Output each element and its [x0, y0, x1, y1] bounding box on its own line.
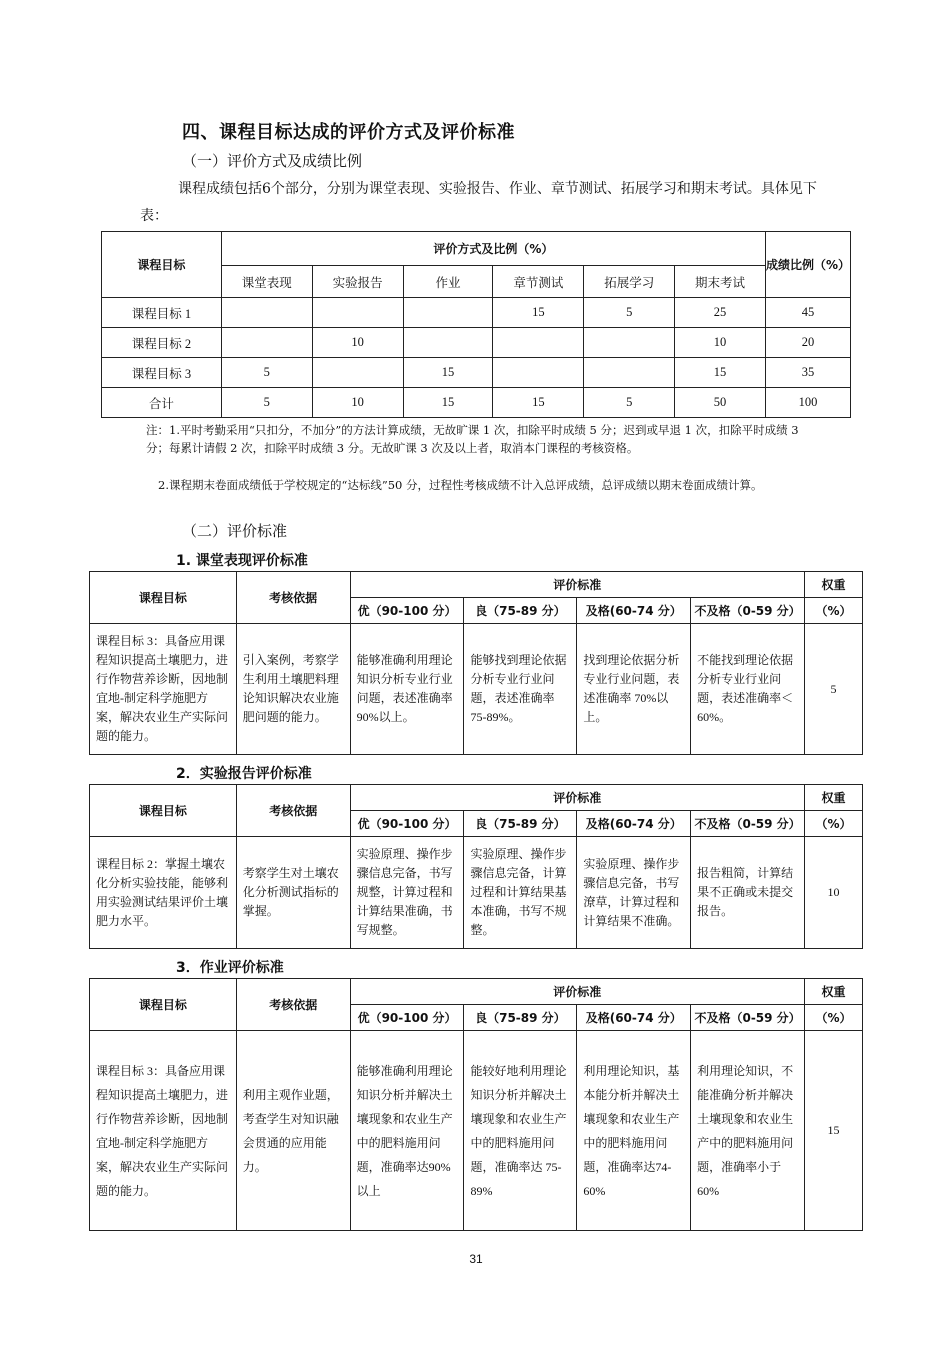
- cell: 25: [675, 298, 766, 328]
- basis-cell: 考察学生对土壤农化分析测试指标的掌握。: [236, 837, 350, 949]
- note-2: 2.课程期末卷面成绩低于学校规定的“达标线”50 分，过程性考核成绩不计入总评成绩，总评成绩以期末卷面成绩计算。: [158, 478, 763, 492]
- cell: [403, 328, 493, 358]
- grade-cell: 不能找到理论依据分析专业行业问题，表述准确率＜60%。: [691, 624, 805, 755]
- table-row: [102, 388, 851, 418]
- row-total: 20: [765, 328, 850, 358]
- cell: 10: [675, 328, 766, 358]
- grade-header: 不及格（0-59 分）: [691, 1005, 805, 1031]
- table-row: [102, 328, 851, 358]
- cell: [221, 328, 312, 358]
- goal-cell: 课程目标 3：具备应用课程知识提高土壤肥力，进行作物营养诊断，因地制宜地-制定科学施肥方案，解决农业生产实际问题的能力。: [90, 1031, 237, 1231]
- basis-cell: 利用主观作业题，考查学生对知识融会贯通的应用能力。: [236, 1031, 350, 1231]
- cell: [493, 358, 584, 388]
- subsection-title-2: （二）评价标准: [182, 522, 288, 540]
- header-weight-unit: （%）: [805, 1005, 863, 1031]
- subsection-title-1: （一）评价方式及成绩比例: [182, 152, 363, 170]
- cell: 5: [584, 298, 675, 328]
- col-header: 作业: [403, 266, 493, 298]
- grade-cell: 实验原理、操作步骤信息完备，书写潦草，计算过程和计算结果不准确。: [577, 837, 691, 949]
- cell: 15: [403, 358, 493, 388]
- cell: [221, 298, 312, 328]
- header-basis: 考核依据: [236, 572, 350, 624]
- cell: 15: [493, 298, 584, 328]
- table-title: 3．作业评价标准: [176, 960, 284, 976]
- criteria-table: [89, 571, 863, 755]
- cell: [584, 358, 675, 388]
- col-header: 期末考试: [675, 266, 766, 298]
- grade-header: 优（90-100 分）: [350, 1005, 464, 1031]
- table-row: [90, 837, 863, 949]
- row-label: 课程目标 1: [102, 298, 222, 328]
- grade-cell: 能够找到理论依据分析专业行业问题，表述准确率 75-89%。: [464, 624, 577, 755]
- col-header: 章节测试: [493, 266, 584, 298]
- header-basis: 考核依据: [236, 785, 350, 837]
- row-total: 45: [765, 298, 850, 328]
- table-title: 2．实验报告评价标准: [176, 766, 312, 782]
- grade-cell: 报告粗简，计算结果不正确或未提交报告。: [691, 837, 805, 949]
- cell: 10: [312, 388, 403, 418]
- header-goal: 课程目标: [90, 572, 237, 624]
- weight-cell: 15: [805, 1031, 863, 1231]
- header-weight: 权重: [805, 979, 863, 1005]
- cell: 10: [312, 328, 403, 358]
- header-weight: 权重: [805, 572, 863, 598]
- cell: 15: [403, 388, 493, 418]
- grade-cell: 能够准确利用理论知识分析并解决土壤现象和农业生产中的肥料施用问题，准确率达90%以上: [350, 1031, 464, 1231]
- header-weight-unit: （%）: [805, 811, 863, 837]
- header-goal: 课程目标: [90, 979, 237, 1031]
- cell: [584, 328, 675, 358]
- cell: 5: [221, 388, 312, 418]
- grade-header: 良（75-89 分）: [464, 1005, 577, 1031]
- cell: [403, 298, 493, 328]
- grade-header: 良（75-89 分）: [464, 811, 577, 837]
- goal-cell: 课程目标 2：掌握土壤农化分析实验技能，能够利用实验测试结果评价土壤肥力水平。: [90, 837, 237, 949]
- grade-cell: 实验原理、操作步骤信息完备，计算过程和计算结果基本准确，书写不规整。: [464, 837, 577, 949]
- weight-cell: 10: [805, 837, 863, 949]
- cell: 15: [675, 358, 766, 388]
- table-row: [102, 358, 851, 388]
- table-row: [102, 298, 851, 328]
- col-header: 课堂表现: [221, 266, 312, 298]
- criteria-table: [89, 784, 863, 949]
- grade-header: 及格(60-74 分）: [577, 811, 691, 837]
- header-goal: 课程目标: [90, 785, 237, 837]
- grade-header: 优（90-100 分）: [350, 598, 464, 624]
- grade-cell: 能较好地利用理论知识分析并解决土壤现象和农业生产中的肥料施用问题，准确率达 75-89%: [464, 1031, 577, 1231]
- cell: [312, 358, 403, 388]
- score-ratio-table: [101, 231, 851, 418]
- cell: 50: [675, 388, 766, 418]
- row-label: 课程目标 2: [102, 328, 222, 358]
- grade-header: 不及格（0-59 分）: [691, 811, 805, 837]
- row-label: 课程目标 3: [102, 358, 222, 388]
- page-number: 31: [469, 1252, 483, 1266]
- goal-cell: 课程目标 3：具备应用课程知识提高土壤肥力，进行作物营养诊断，因地制宜地-制定科学施肥方案，解决农业生产实际问题的能力。: [90, 624, 237, 755]
- grade-cell: 能够准确利用理论知识分析专业行业问题，表述准确率90%以上。: [350, 624, 464, 755]
- table-row: [90, 1031, 863, 1231]
- table-title: 1. 课堂表现评价标准: [176, 553, 308, 569]
- weight-cell: 5: [805, 624, 863, 755]
- row-total: 100: [765, 388, 850, 418]
- grade-header: 及格(60-74 分）: [577, 1005, 691, 1031]
- col-header: 实验报告: [312, 266, 403, 298]
- header-ratio: 成绩比例（%）: [765, 232, 850, 298]
- header-standard: 评价标准: [350, 785, 804, 811]
- header-weight: 权重: [805, 785, 863, 811]
- grade-header: 优（90-100 分）: [350, 811, 464, 837]
- grade-cell: 利用理论知识，基本能分析并解决土壤现象和农业生产中的肥料施用问题，准确率达74-60%: [577, 1031, 691, 1231]
- grade-cell: 利用理论知识，不能准确分析并解决土壤现象和农业生产中的肥料施用问题，准确率小于 60%: [691, 1031, 805, 1231]
- grade-cell: 找到理论依据分析专业行业问题，表述准确率 70%以上。: [577, 624, 691, 755]
- header-standard: 评价标准: [350, 979, 804, 1005]
- header-standard: 评价标准: [350, 572, 804, 598]
- grade-header: 不及格（0-59 分）: [691, 598, 805, 624]
- note-1: 注：1.平时考勤采用“只扣分，不加分”的方法计算成绩，无故旷课 1 次，扣除平时成绩 5 分；迟到或早退 1 次，扣除平时成绩 3 分；每累计请假 2 次，扣除平时成绩 3 分。无故旷课 3 次及以上者，取消本门课程的考核资格。: [146, 423, 799, 455]
- header-basis: 考核依据: [236, 979, 350, 1031]
- grade-cell: 实验原理、操作步骤信息完备，书写规整，计算过程和计算结果准确，书写规整。: [350, 837, 464, 949]
- header-method: 评价方式及比例（%）: [221, 232, 765, 266]
- grade-header: 及格(60-74 分）: [577, 598, 691, 624]
- basis-cell: 引入案例，考察学生利用土壤肥料理论知识解决农业施肥问题的能力。: [236, 624, 350, 755]
- col-header: 拓展学习: [584, 266, 675, 298]
- table-row: [90, 624, 863, 755]
- header-goal: 课程目标: [102, 232, 222, 298]
- cell: 15: [493, 388, 584, 418]
- header-weight-unit: （%）: [805, 598, 863, 624]
- cell: [493, 328, 584, 358]
- criteria-table: [89, 978, 863, 1231]
- row-label: 合计: [102, 388, 222, 418]
- grade-header: 良（75-89 分）: [464, 598, 577, 624]
- row-total: 35: [765, 358, 850, 388]
- section-title: 四、课程目标达成的评价方式及评价标准: [182, 122, 515, 143]
- cell: 5: [221, 358, 312, 388]
- intro-paragraph: 课程成绩包括6个部分，分别为课堂表现、实验报告、作业、章节测试、拓展学习和期末考试。具体见下表：: [140, 181, 817, 224]
- cell: 5: [584, 388, 675, 418]
- cell: [312, 298, 403, 328]
